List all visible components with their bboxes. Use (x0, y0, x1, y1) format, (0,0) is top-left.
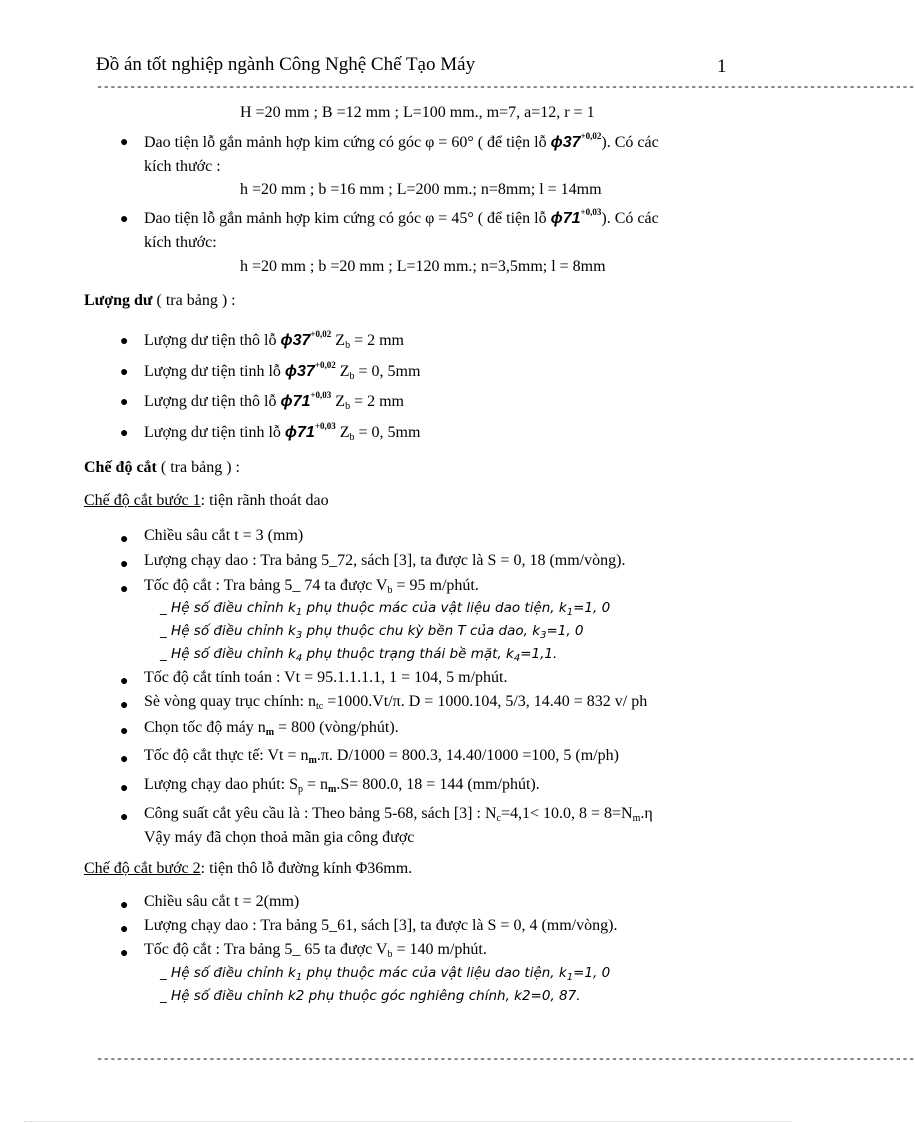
cutting-regime-heading: Chế độ cắt ( tra bảng ) : (84, 459, 240, 476)
bullet-icon: ● (120, 946, 129, 961)
page-bottom-edge (24, 1121, 792, 1122)
bullet-icon: ● (120, 135, 129, 150)
allowance-item: Lượng dư tiện thô lỗ $\phi 71^{+0,03}$ $Z_b = 2$ mm (144, 390, 404, 412)
bullet-icon: ● (120, 922, 129, 937)
tool-2-description: Dao tiện lỗ gắn mảnh hợp kim cứng có góc φ = 45° ( để tiện lỗ $\phi 71^{+0,03}$). Có các (144, 207, 659, 227)
tool-2-dimensions: h =20 mm ; b =20 mm ; L=120 mm.; n=3,5mm; l = 8mm (240, 258, 606, 275)
step-1-k4-note: _ Hệ số điều chỉnh $k_4$ phụ thuộc trạng thái bề mặt, $k_4=1,1$. (160, 646, 558, 664)
tool-1-description: Dao tiện lỗ gắn mảnh hợp kim cứng có góc φ = 60° ( để tiện lỗ $\phi 37^{+0,02}$). Có các (144, 131, 659, 151)
step-1-feed-per-minute: Lượng chạy dao phút: $S_p = n_m.S= 800.0$, 18 = 144 (mm/phút). (144, 776, 540, 795)
step-1-power: Công suất cắt yêu cầu là : Theo bảng 5-68, sách [3] : $N_c=4,1< 10.0$, $8 = 8=N_m.\eta$ (144, 805, 653, 824)
step-2-depth: Chiều sâu cắt t = 2(mm) (144, 893, 300, 910)
step-2-heading: Chế độ cắt bước 2: tiện thô lỗ đường kính Φ36mm. (84, 860, 413, 877)
step-1-feed: Lượng chạy dao : Tra bảng 5_72, sách [3], ta được là S = 0, 18 (mm/vòng). (144, 552, 626, 569)
bullet-icon: ● (120, 752, 129, 767)
step-1-power-conclusion: Vậy máy đã chọn thoả mãn gia công được (144, 829, 415, 846)
step-2-speed: Tốc độ cắt : Tra bảng 5_ 65 ta được $V_b = 140$ m/phút. (144, 941, 487, 960)
bullet-icon: ● (120, 426, 129, 441)
step-1-k3-note: _ Hệ số điều chỉnh $k_3$ phụ thuộc chu kỳ bền T của dao, $k_3=1$, 0 (160, 623, 584, 641)
step-1-k1-note: _ Hệ số điều chỉnh $k_1$ phụ thuộc mác của vật liệu dao tiện, $k_1=1$, 0 (160, 600, 611, 618)
allowance-item: Lượng dư tiện tinh lỗ $\phi 71^{+0,03}$ $Z_b = 0$, 5mm (144, 421, 421, 443)
bullet-icon: ● (120, 212, 129, 227)
bullet-icon: ● (120, 724, 129, 739)
step-1-calc-speed: Tốc độ cắt tính toán : Vt = 95.1.1.1.1, 1 = 104, 5 m/phút. (144, 669, 508, 686)
bullet-icon: ● (120, 674, 129, 689)
allowance-item: Lượng dư tiện tinh lỗ $\phi 37^{+0,02}$ $Z_b = 0$, 5mm (144, 360, 421, 382)
bullet-icon: ● (120, 781, 129, 796)
step-1-machine-speed: Chọn tốc độ máy $n_m = 800$ (vòng/phút). (144, 719, 399, 738)
bullet-icon: ● (120, 698, 129, 713)
allowance-item: Lượng dư tiện thô lỗ $\phi 37^{+0,02}$ $Z_b = 2$ mm (144, 329, 404, 351)
step-2-feed: Lượng chạy dao : Tra bảng 5_61, sách [3], ta được là S = 0, 4 (mm/vòng). (144, 917, 618, 934)
header-rule: ---------------------------------------------------------------------------------------------------------------------------- (96, 80, 915, 94)
bullet-icon: ● (120, 365, 129, 380)
tool-dimensions-line: H =20 mm ; B =12 mm ; L=100 mm., m=7, a=12, r = 1 (240, 104, 595, 121)
bullet-icon: ● (120, 582, 129, 597)
step-1-speed: Tốc độ cắt : Tra bảng 5_ 74 ta được $V_b = 95$ m/phút. (144, 577, 479, 596)
step-2-k2-note: _ Hệ số điều chỉnh k2 phụ thuộc góc nghiêng chính, k2=0, 87. (160, 988, 581, 1004)
bullet-icon: ● (120, 898, 129, 913)
step-1-spindle-rpm: Sè vòng quay trục chính: $n_{tc} =1000.Vt/\pi$. D = 1000.104, 5/3, 14.40 = 832 v/ ph (144, 693, 648, 712)
allowance-heading: Lượng dư ( tra bảng ) : (84, 292, 236, 309)
document-header-title: Đồ án tốt nghiệp ngành Công Nghệ Chế Tạo Máy (96, 54, 476, 75)
step-1-actual-speed: Tốc độ cắt thực tế: $Vt = n_m.\pi$. D/1000 = 800.3, 14.40/1000 =100, 5 (m/ph) (144, 747, 619, 766)
bullet-icon: ● (120, 395, 129, 410)
bullet-icon: ● (120, 532, 129, 547)
step-1-depth: Chiều sâu cắt t = 3 (mm) (144, 527, 304, 544)
tool-1-dimensions: h =20 mm ; b =16 mm ; L=200 mm.; n=8mm; l = 14mm (240, 181, 602, 198)
tool-1-continuation: kích thước : (144, 158, 221, 175)
bullet-icon: ● (120, 810, 129, 825)
bullet-icon: ● (120, 334, 129, 349)
page-number: 1 (717, 56, 727, 77)
bullet-icon: ● (120, 557, 129, 572)
footer-rule: ---------------------------------------------------------------------------------------------------------------------------- (96, 1052, 915, 1066)
tool-2-continuation: kích thước: (144, 234, 217, 251)
step-1-heading: Chế độ cắt bước 1: tiện rãnh thoát dao (84, 492, 329, 509)
step-2-k1-note: _ Hệ số điều chỉnh $k_1$ phụ thuộc mác của vật liệu dao tiện, $k_1=1$, 0 (160, 965, 611, 983)
